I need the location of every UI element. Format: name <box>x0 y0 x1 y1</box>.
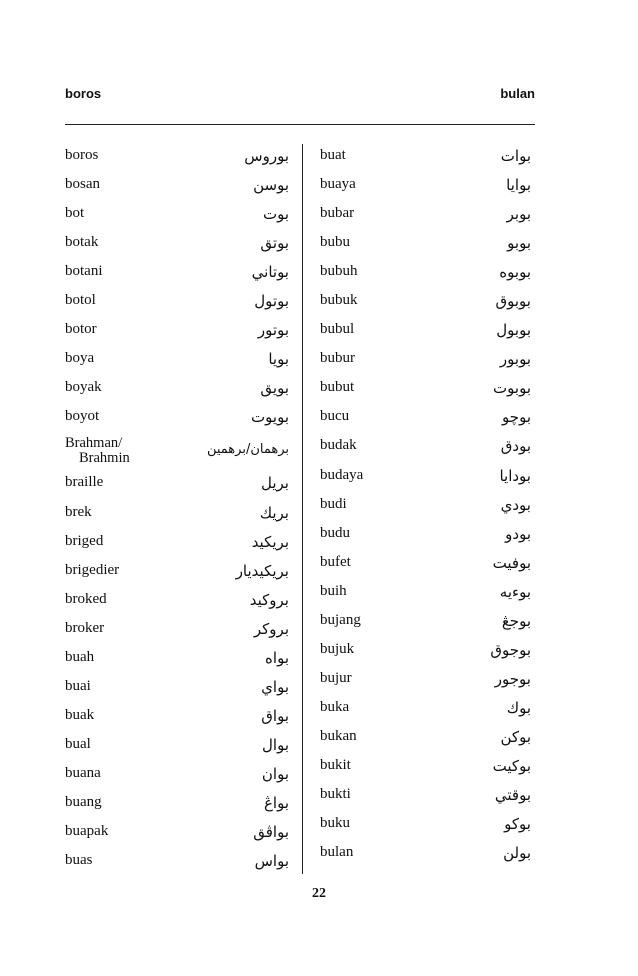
dictionary-entry <box>320 582 535 611</box>
entry-jawi-word: بوجور <box>494 669 531 688</box>
left-column <box>65 146 295 880</box>
entry-jawi-word: بودو <box>505 524 531 543</box>
entry-latin-word: buaya <box>320 176 356 193</box>
entry-jawi-word: بوتول <box>254 292 289 311</box>
entry-jawi-word: بوجوق <box>490 640 531 659</box>
dictionary-entry <box>320 204 535 233</box>
entry-latin-word: budi <box>320 495 347 512</box>
dictionary-entry <box>65 262 295 291</box>
entry-jawi-word: بروكيد <box>249 590 289 609</box>
entry-latin-word <box>65 436 130 466</box>
entry-latin-word: buka <box>320 698 350 715</box>
entry-latin-word: bulan <box>320 844 354 861</box>
entry-jawi-word: بوبوق <box>495 292 531 311</box>
entry-jawi-word: بوبوت <box>493 379 531 398</box>
entry-latin-word: buas <box>65 852 93 869</box>
entry-latin-word: bukti <box>320 786 351 803</box>
dictionary-entry <box>320 262 535 291</box>
entry-latin-word: botani <box>65 263 103 280</box>
entry-latin-word: bukit <box>320 756 351 773</box>
entry-latin-word: bubuh <box>320 263 358 280</box>
entry-jawi-word: بوجڠ <box>501 611 531 630</box>
entry-latin-word: buat <box>320 147 346 163</box>
entry-latin-word: bujuk <box>320 640 355 657</box>
entry-jawi-word: بوفيت <box>492 553 531 572</box>
dictionary-entry <box>320 640 535 669</box>
entry-latin-word: broker <box>65 619 105 636</box>
entry-jawi-word: بوتور <box>257 321 289 340</box>
dictionary-entry <box>320 320 535 349</box>
entry-latin-word: buai <box>65 677 91 694</box>
dictionary-entry <box>65 648 295 677</box>
entry-jawi-word: بواق <box>261 706 289 725</box>
entry-jawi-word: بويا <box>268 350 289 369</box>
dictionary-entry <box>65 407 295 436</box>
entry-latin-word: boyot <box>65 408 100 425</box>
entry-jawi-word: بواڤق <box>253 823 289 842</box>
entry-latin-word: braille <box>65 474 104 491</box>
entry-latin-word: bubur <box>320 350 355 367</box>
entry-latin-word: buak <box>65 706 95 723</box>
dictionary-entry <box>320 814 535 843</box>
entry-jawi-word: بوايا <box>506 176 531 195</box>
running-header-left: boros <box>65 86 102 101</box>
entry-latin-line-2: Brahmin <box>79 450 130 467</box>
dictionary-entry <box>320 785 535 814</box>
dictionary-entry <box>65 503 295 532</box>
entry-jawi-word: بولن <box>503 844 531 863</box>
entry-jawi-word: بوت <box>262 205 289 224</box>
dictionary-entry <box>320 669 535 698</box>
dictionary-entry <box>320 233 535 262</box>
entry-jawi-word: بوك <box>506 698 531 717</box>
entry-latin-word: buang <box>65 793 102 810</box>
entry-latin-word: buana <box>65 764 101 781</box>
entry-latin-word: bucu <box>320 408 350 425</box>
column-divider <box>302 144 303 874</box>
entry-jawi-word: بوكن <box>500 727 531 746</box>
dictionary-entry <box>320 524 535 553</box>
dictionary-entry <box>65 146 295 175</box>
dictionary-entry <box>65 561 295 590</box>
entry-jawi-word: بوبور <box>499 350 531 369</box>
entry-jawi-word: بواي <box>261 677 289 696</box>
dictionary-entry <box>65 436 295 473</box>
running-header-right: bulan <box>500 86 535 101</box>
entry-jawi-word: بودق <box>500 437 531 456</box>
entry-latin-word: buah <box>65 648 95 665</box>
dictionary-entry <box>65 822 295 851</box>
dictionary-entry <box>320 611 535 640</box>
page-number: 22 <box>312 886 326 901</box>
entry-latin-word: bubar <box>320 205 355 222</box>
dictionary-entry <box>65 204 295 233</box>
entry-latin-line-1: Brahman/ <box>65 435 123 452</box>
entry-latin-word: boyak <box>65 379 102 396</box>
dictionary-entry <box>320 436 535 465</box>
entry-jawi-word: بواس <box>254 852 289 871</box>
dictionary-entry <box>320 698 535 727</box>
entry-latin-word: buih <box>320 582 347 599</box>
entry-jawi-word: بروكر <box>253 619 289 638</box>
entry-latin-word: botor <box>65 321 97 338</box>
dictionary-entry <box>320 291 535 320</box>
entry-latin-word: buapak <box>65 823 109 840</box>
entry-jawi-word: بويق <box>260 379 289 398</box>
entry-jawi-word: بريكيديار <box>235 561 289 580</box>
entry-latin-word: budaya <box>320 466 364 483</box>
entry-jawi-word: بوكو <box>504 815 531 834</box>
dictionary-entry <box>65 233 295 262</box>
entry-jawi-word: برهمان/برهمين <box>206 442 289 458</box>
entry-jawi-word: بويوت <box>251 408 289 427</box>
entry-latin-word: brigedier <box>65 561 120 578</box>
dictionary-entry <box>320 146 535 175</box>
dictionary-entry <box>65 175 295 204</box>
entry-latin-word: budu <box>320 524 350 541</box>
dictionary-entry <box>65 349 295 378</box>
entry-jawi-word: بوقتي <box>494 786 531 805</box>
entry-jawi-word: بوان <box>261 764 289 783</box>
dictionary-entry <box>320 407 535 436</box>
entry-latin-word: broked <box>65 590 107 607</box>
entry-jawi-word: بوبول <box>496 321 531 340</box>
dictionary-entry <box>65 590 295 619</box>
entry-latin-word: bosan <box>65 176 100 193</box>
dictionary-entry <box>320 756 535 785</box>
dictionary-entry <box>65 619 295 648</box>
dictionary-entry <box>320 378 535 407</box>
entry-jawi-word: بريل <box>261 474 289 493</box>
dictionary-entry <box>320 727 535 756</box>
dictionary-entry <box>320 466 535 495</box>
entry-jawi-word: بوروس <box>244 147 289 165</box>
dictionary-entry <box>65 706 295 735</box>
dictionary-entry <box>65 793 295 822</box>
dictionary-entry <box>65 851 295 880</box>
entry-latin-word: briged <box>65 532 104 549</box>
entry-jawi-word: بريكيد <box>251 532 289 551</box>
entry-jawi-word: بوبوه <box>499 263 531 282</box>
entry-latin-word: botol <box>65 292 96 309</box>
dictionary-entry <box>320 349 535 378</box>
entry-latin-word: botak <box>65 234 99 251</box>
entry-jawi-word: بوتق <box>260 234 289 253</box>
entry-jawi-word: بوبر <box>506 205 531 224</box>
entry-jawi-word: بوكيت <box>492 756 531 775</box>
entry-jawi-word: بوال <box>262 735 289 754</box>
entry-jawi-word: بواه <box>265 648 289 667</box>
entry-jawi-word: بوچو <box>502 408 531 427</box>
right-column <box>320 146 535 872</box>
entry-jawi-word: بودي <box>500 495 531 514</box>
dictionary-entry <box>65 378 295 407</box>
entry-latin-word: boros <box>65 147 99 163</box>
entry-latin-word: brek <box>65 503 92 520</box>
entry-jawi-word: بوءيه <box>499 582 531 601</box>
entry-latin-word: budak <box>320 437 357 454</box>
dictionary-entry <box>65 677 295 706</box>
dictionary-entry <box>65 320 295 349</box>
entry-latin-word: bubu <box>320 234 350 251</box>
entry-jawi-word: بواڠ <box>263 793 289 812</box>
dictionary-entry <box>320 495 535 524</box>
entry-latin-word: buku <box>320 815 350 832</box>
entry-latin-word: bubuk <box>320 292 358 309</box>
entry-latin-word: bujang <box>320 611 361 628</box>
dictionary-entry <box>320 843 535 872</box>
dictionary-entry <box>320 553 535 582</box>
entry-latin-word: bufet <box>320 553 351 570</box>
entry-latin-word: bukan <box>320 727 357 744</box>
entry-jawi-word: بودايا <box>499 466 531 485</box>
entry-latin-word: bubul <box>320 321 355 338</box>
dictionary-entry <box>65 735 295 764</box>
dictionary-entry <box>65 764 295 793</box>
entry-jawi-word: بوبو <box>507 234 531 253</box>
entry-latin-word: boya <box>65 350 95 367</box>
entry-jawi-word: بوسن <box>253 176 289 195</box>
dictionary-entry <box>65 532 295 561</box>
header-rule <box>65 124 535 125</box>
entry-latin-word: bot <box>65 205 85 222</box>
entry-latin-word: bual <box>65 735 91 752</box>
entry-latin-word: bujur <box>320 669 352 686</box>
dictionary-entry <box>320 175 535 204</box>
entry-jawi-word: بوات <box>500 147 531 165</box>
dictionary-entry <box>65 473 295 502</box>
entry-jawi-word: بوتاني <box>251 263 289 282</box>
dictionary-entry <box>65 291 295 320</box>
entry-latin-word: bubut <box>320 379 355 396</box>
entry-jawi-word: بريك <box>259 503 289 522</box>
